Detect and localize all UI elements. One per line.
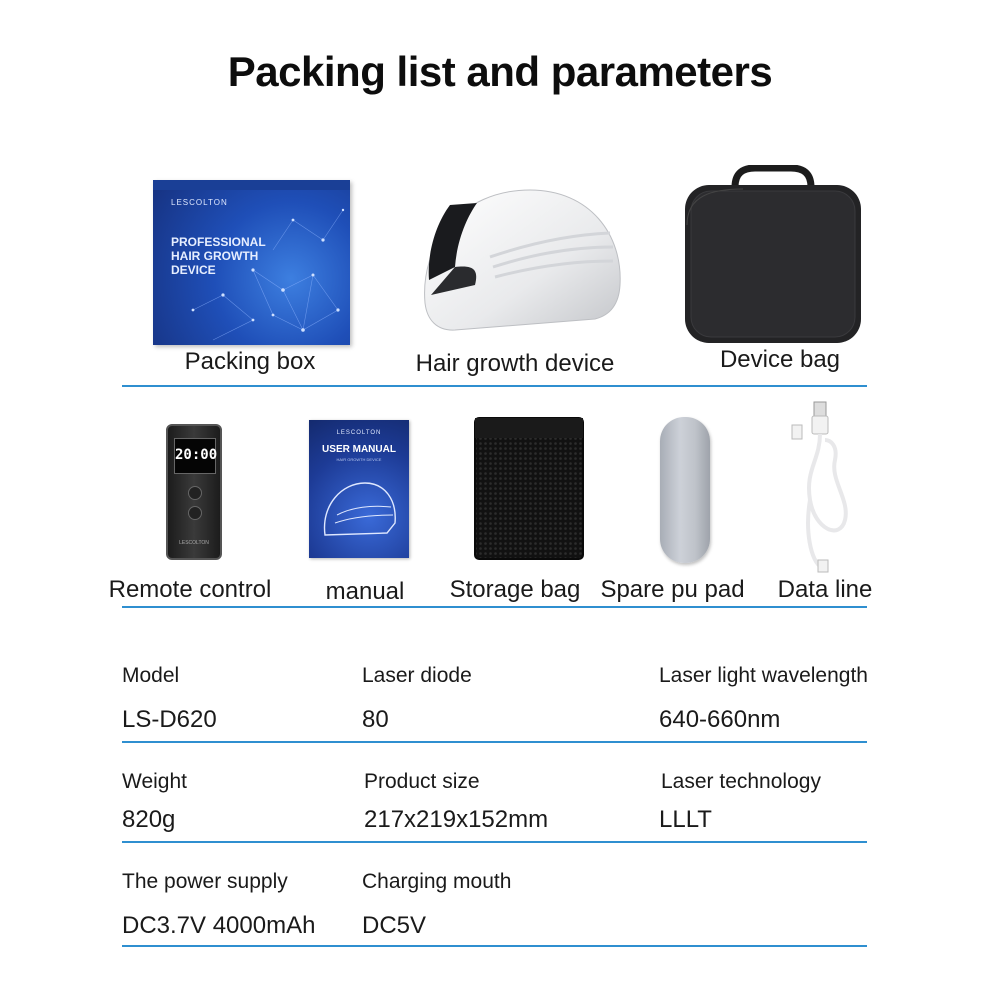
- box-brand: LESCOLTON: [171, 198, 228, 207]
- divider-params-1: [122, 741, 867, 743]
- remote-time: 20:00: [175, 447, 218, 463]
- remote-control-image: [166, 424, 222, 560]
- caption-hair-growth-device: Hair growth device: [415, 350, 615, 377]
- manual-subtitle: HAIR GROWTH DEVICE: [336, 457, 382, 462]
- caption-remote-control: Remote control: [108, 576, 272, 603]
- param-label-laser-technology: Laser technology: [661, 770, 821, 793]
- divider-row2: [122, 606, 867, 608]
- param-value-power-supply: DC3.7V 4000mAh: [122, 912, 316, 939]
- page-title: Packing list and parameters: [227, 48, 773, 95]
- divider-params-2: [122, 841, 867, 843]
- param-label-power-supply: The power supply: [122, 870, 288, 893]
- param-label-laser-diode: Laser diode: [362, 664, 472, 687]
- hair-growth-device-image: [415, 185, 625, 335]
- param-label-product-size: Product size: [364, 770, 480, 793]
- divider-row1: [122, 385, 867, 387]
- caption-manual: manual: [325, 578, 405, 605]
- caption-device-bag: Device bag: [719, 346, 841, 373]
- param-value-charging-mouth: DC5V: [362, 912, 427, 939]
- param-value-model: LS-D620: [122, 706, 217, 733]
- param-label-weight: Weight: [122, 770, 187, 793]
- param-label-charging-mouth: Charging mouth: [362, 870, 512, 893]
- data-line-image: [790, 400, 860, 575]
- device-bag-image: [683, 165, 863, 345]
- caption-spare-pu-pad: Spare pu pad: [600, 576, 745, 603]
- storage-bag-image: [473, 416, 585, 561]
- packing-box-image: [153, 180, 350, 345]
- param-value-weight: 820g: [122, 806, 176, 833]
- caption-packing-box: Packing box: [184, 348, 316, 375]
- remote-brand: LESCOLTON: [179, 540, 209, 546]
- caption-data-line: Data line: [777, 576, 873, 603]
- manual-heading: USER MANUAL: [322, 444, 396, 455]
- divider-params-3: [122, 945, 867, 947]
- box-heading: PROFESSIONAL HAIR GROWTH DEVICE: [171, 235, 266, 277]
- manual-brand: LESCOLTON: [336, 430, 382, 436]
- param-value-wavelength: 640-660nm: [659, 706, 781, 733]
- param-label-wavelength: Laser light wavelength: [659, 664, 868, 687]
- param-value-laser-diode: 80: [362, 706, 389, 733]
- spare-pu-pad-image: [660, 417, 710, 563]
- param-value-product-size: 217x219x152mm: [364, 806, 549, 833]
- manual-image: [309, 420, 409, 558]
- param-label-model: Model: [122, 664, 180, 687]
- param-value-laser-technology: LLLT: [659, 806, 712, 833]
- caption-storage-bag: Storage bag: [449, 576, 581, 603]
